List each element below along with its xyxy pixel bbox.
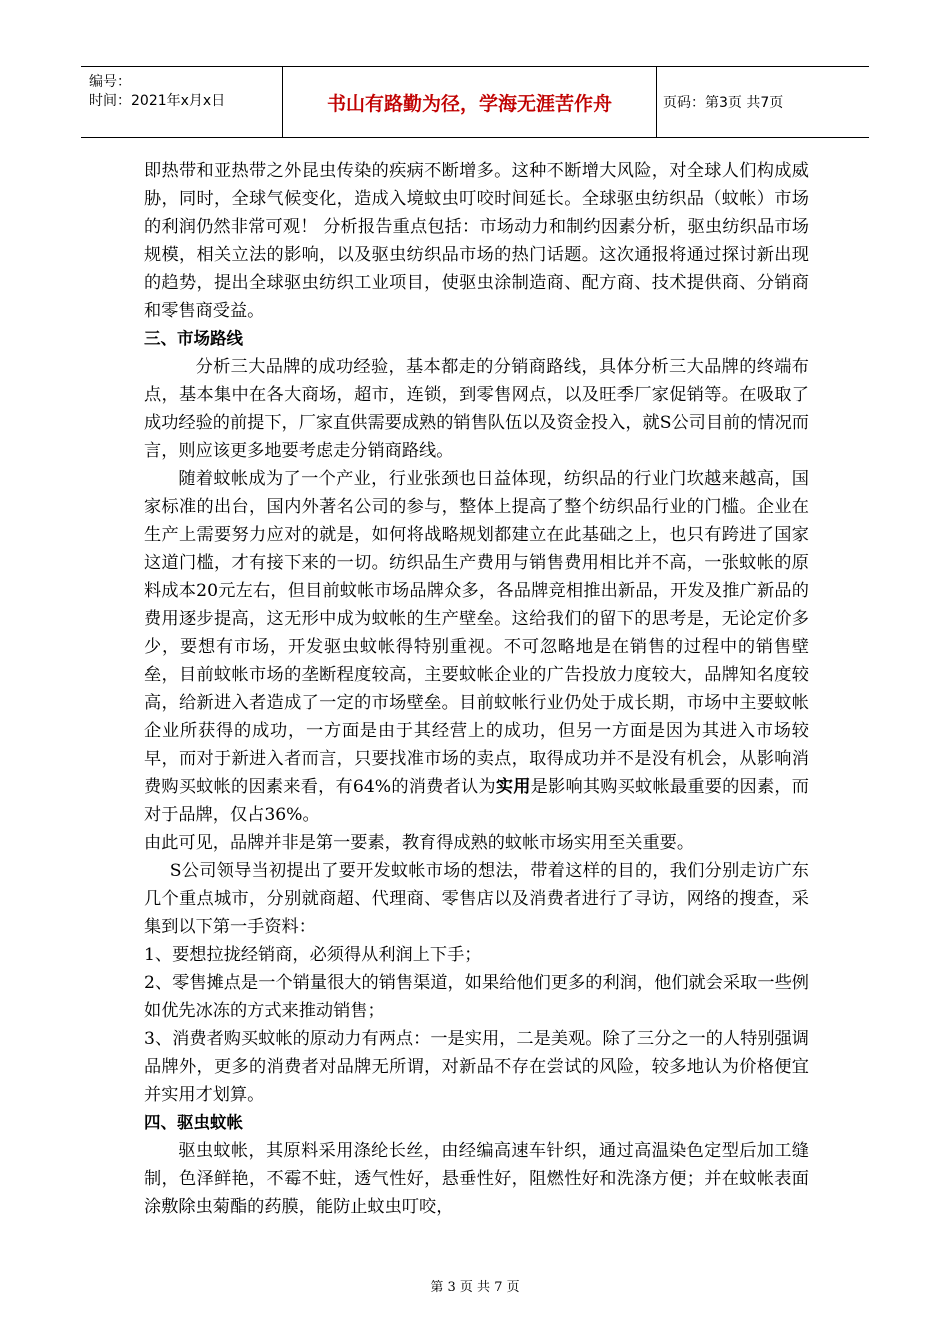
list-item: 1、要想拉拢经销商，必须得从利润上下手；: [144, 945, 482, 965]
header-meta: [81, 67, 283, 137]
section-heading-repellent-net: 四、驱虫蚊帐: [144, 1113, 243, 1132]
document-number: 编号：: [89, 74, 131, 90]
paragraph: 即热带和亚热带之外昆虫传染的疾病不断增多。这种不断增大风险，对全球人们构成威胁，同时，全球气候变化，造成入境蚊虫叮咬时间延长。全球驱虫纺织品（蚊帐）市场的利润仍然非常可观！ 分析报告重点包括：市场动力和制约因素分析，驱虫纺织品市场规模，相关立法的影响，以及驱虫纺织品市场的热门话题。这次通报将通过探讨新出现的趋势，提出全球驱虫纺织工业项目，使驱虫涂制造商、配方商、技术提供商、分销商和零售商受益。: [144, 161, 809, 321]
paragraph: S公司领导当初提出了要开发蚊帐市场的想法，带着这样的目的，我们分别走访广东几个重点城市，分别就商超、代理商、零售店以及消费者进行了寻访，网络的搜查，采集到以下第一手资料：: [144, 861, 809, 937]
emphasis-text: 实用: [495, 777, 531, 797]
page-header: [81, 66, 869, 138]
paragraph: 分析三大品牌的成功经验，基本都走的分销商路线，具体分析三大品牌的终端布点，基本集中在各大商场，超市，连锁，到零售网点，以及旺季厂家促销等。在吸取了成功经验的前提下，厂家直供需要成熟的销售队伍以及资金投入，就S公司目前的情况而言，则应该更多地要考虑走分销商路线。: [144, 357, 809, 461]
paragraph: 驱虫蚊帐，其原料采用涤纶长丝，由经编高速车针织，通过高温染色定型后加工缝制，色泽鲜艳，不霉不蛀，透气性好，悬垂性好，阻燃性好和洗涤方便；并在蚊帐表面涂敷除虫菊酯的药膜，能防止蚊虫叮咬，: [144, 1141, 809, 1217]
paragraph: 由此可见，品牌并非是第一要素，教育得成熟的蚊帐市场实用至关重要。: [144, 833, 695, 853]
list-item: 2、零售摊点是一个销量很大的销售渠道，如果给他们更多的利润，他们就会采取一些例如优先冰冻的方式来推动销售；: [144, 973, 809, 1021]
list-item: 3、消费者购买蚊帐的原动力有两点：一是实用，二是美观。除了三分之一的人特别强调品牌外，更多的消费者对品牌无所谓，对新品不存在尝试的风险，较多地认为价格便宜并实用才划算。: [144, 1029, 809, 1105]
document-body: [144, 157, 809, 1221]
section-heading-market-route: 三、市场路线: [144, 329, 243, 348]
document-time: 时间：2021年x月x日: [89, 93, 226, 109]
paragraph: [144, 465, 809, 829]
header-page-number: 页码：第3页 共7页: [663, 95, 784, 111]
paragraph-text: 随着蚊帐成为了一个产业，行业张颈也日益体现，纺织品的行业门坎越来越高，国家标准的出台，国内外著名公司的参与，整体上提高了整个纺织品行业的门槛。企业在生产上需要努力应对的就是，如何将战略规划都建立在此基础之上，也只有跨进了国家这道门槛，才有接下来的一切。纺织品生产费用与销售费用相比并不高，一张蚊帐的原料成本20元左右，但目前蚊帐市场品牌众多，各品牌竞相推出新品，开发及推广新品的费用逐步提高，这无形中成为蚊帐的生产壁垒。这给我们的留下的思考是，无论定价多少，要想有市场，开发驱虫蚊帐得特别重视。不可忽略地是在销售的过程中的销售壁垒，目前蚊帐市场的垄断程度较高，主要蚊帐企业的广告投放力度较大，品牌知名度较高，给新进入者造成了一定的市场壁垒。目前蚊帐行业仍处于成长期，市场中主要蚊帐企业所获得的成功，一方面是由于其经营上的成功，但另一方面是因为其进入市场较早，而对于新进入者而言，只要找准市场的卖点，取得成功并不是没有机会，从影响消费购买蚊帐的因素来看，有64%的消费者认为: [144, 469, 809, 797]
page-footer: 第 3 页 共 7 页: [430, 1280, 520, 1295]
paragraph-text: 是影响其购买蚊帐最重要的因素，而对于品牌，仅占36%。: [144, 777, 809, 825]
header-motto: 书山有路勤为径，学海无涯苦作舟: [283, 67, 657, 137]
